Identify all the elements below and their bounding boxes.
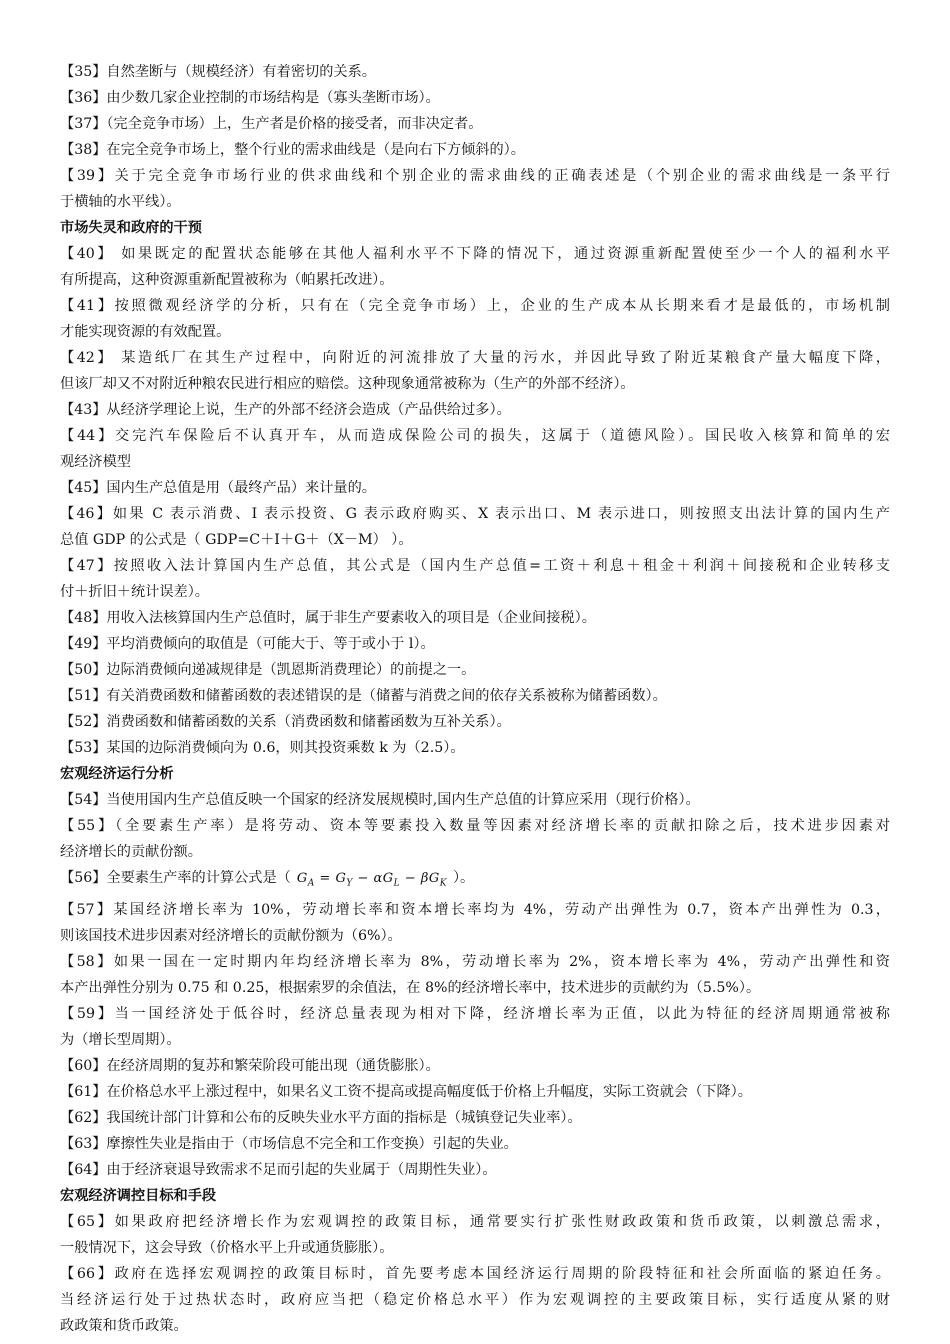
formula-symbol: α — [373, 871, 383, 886]
text-line: 本产出弹性分别为 0.75 和 0.25，根据索罗的余值法，在 8%的经济增长率中，技术进步的贡献约为（5.5%）。 — [60, 979, 761, 996]
formula-suffix: ）。 — [452, 870, 475, 886]
text-line: 【44】交完汽车保险后不认真开车，从而造成保险公司的损失，这属于（道德风险）。国民收入核算和简单的宏 — [60, 428, 890, 444]
text-line: 【60】在经济周期的复苏和繁荣阶段可能出现（通货膨胀）。 — [60, 1057, 440, 1074]
text-line: 【37】（完全竞争市场）上，生产者是价格的接受者，而非决定者。 — [60, 116, 483, 132]
text-line: 【50】边际消费倾向递减规律是（凯恩斯消费理论）的前提之一。 — [60, 662, 476, 678]
text-line: 【48】用收入法核算国内生产总值时，属于非生产要素收入的项目是（企业间接税）。 — [60, 610, 596, 626]
text-line: 【42】 某造纸厂在其生产过程中，向附近的河流排放了大量的污水，并因此导致了附近某粮食产量大幅度下降， — [60, 350, 890, 366]
text-line: 【61】在价格总水平上涨过程中，如果名义工资不提高或提高幅度低于价格上升幅度，实际工资就会（下降）。 — [60, 1083, 752, 1100]
formula-symbol: = — [319, 871, 331, 886]
text-line: 观经济模型 — [60, 454, 131, 470]
formula-symbol: Y — [346, 878, 353, 889]
text-line: 经济增长的贡献份额。 — [60, 844, 202, 860]
text-line: 但该厂却又不对附近种粮农民进行相应的赔偿。这种现象通常被称为（生产的外部不经济）。 — [60, 376, 635, 392]
text-line: 【64】由于经济衰退导致需求不足而引起的失业属于（周期性失业）。 — [60, 1161, 497, 1178]
formula-symbol: β — [420, 871, 429, 886]
formula-symbol: K — [439, 878, 447, 889]
text-line: 【49】平均消费倾向的取值是（可能大于、等于或小于 l）。 — [60, 636, 435, 652]
section-heading: 市场失灵和政府的干预 — [60, 220, 202, 236]
text-line: 于横轴的水平线）。 — [60, 194, 181, 210]
text-line: 【47】按照收入法计算国内生产总值，其公式是（国内生产总值=工资＋利息＋租金＋利润＋间接税和企业转移支 — [60, 558, 890, 574]
formula-symbol: G — [382, 871, 394, 886]
text-line: 【45】国内生产总值是用（最终产品）来计量的。 — [60, 480, 376, 496]
text-line: 【54】当使用国内生产总值反映一个国家的经济发展规模时,国内生产总值的计算应采用（现行价格）。 — [60, 792, 700, 808]
section-heading: 宏观经济运行分析 — [60, 766, 174, 782]
formula-symbol: G — [296, 871, 308, 886]
text-line: 【52】消费函数和储蓄函数的关系（消费函数和储蓄函数为互补关系）。 — [60, 714, 511, 730]
text-line: 【39】关于完全竞争市场行业的供求曲线和个别企业的需求曲线的正确表述是（个别企业的需求曲线是一条平行 — [60, 168, 890, 184]
text-line: 当经济运行处于过热状态时，政府应当把（稳定价格总水平）作为宏观调控的主要政策目标，实行适度从紧的财 — [60, 1291, 890, 1308]
text-line: 【51】有关消费函数和储蓄函数的表述错误的是（储蓄与消费之间的依存关系被称为储蓄函数）。 — [60, 688, 667, 704]
tfp-formula — [291, 866, 453, 897]
text-line: 【57】某国经济增长率为 10%，劳动增长率和资本增长率均为 4%，劳动产出弹性为 0.7，资本产出弹性为 0.3， — [60, 901, 890, 918]
text-line: 政政策和货币政策。 — [60, 1317, 188, 1334]
text-line: 【38】在完全竞争市场上，整个行业的需求曲线是（是向右下方倾斜的）。 — [60, 142, 525, 158]
text-line: 【63】摩擦性失业是指由于（市场信息不完全和工作变换）引起的失业。 — [60, 1135, 518, 1152]
formula-symbol: A — [307, 878, 315, 889]
section-heading: 宏观经济调控目标和手段 — [60, 1187, 217, 1204]
text-line: 付＋折旧＋统计误差）。 — [60, 584, 209, 600]
text-line: 【58】如果一国在一定时期内年均经济增长率为 8%，劳动增长率为 2%，资本增长率为 4%，劳动产出弹性和资 — [60, 953, 890, 970]
text-line: 有所提高，这种资源重新配置被称为（帕累托改进）。 — [60, 272, 394, 288]
text-line: 【41】按照微观经济学的分析，只有在（完全竞争市场）上，企业的生产成本从长期来看才是最低的，市场机制 — [60, 298, 890, 314]
text-line: 才能实现资源的有效配置。 — [60, 324, 231, 340]
text-line: 【46】如果 C 表示消费、I 表示投资、G 表示政府购买、X 表示出口、M 表示进口，则按照支出法计算的国内生产 — [60, 506, 890, 522]
text-line: 【59】当一国经济处于低谷时，经济总量表现为相对下降，经济增长率为正值，以此为特征的经济周期通常被称 — [60, 1005, 890, 1022]
formula-line — [60, 865, 890, 897]
text-line: 【35】自然垄断与（规模经济）有着密切的关系。 — [60, 64, 376, 80]
text-line: 【62】我国统计部门计算和公布的反映失业水平方面的指标是（城镇登记失业率）。 — [60, 1109, 582, 1126]
formula-symbol: − — [357, 871, 369, 886]
text-line: 则该国技术进步因素对经济增长的贡献份额为（6%）。 — [60, 927, 402, 944]
text-line: 【55】（全要素生产率）是将劳动、资本等要素投入数量等因素对经济增长率的贡献扣除之后，技术进步因素对 — [60, 818, 890, 834]
text-line: 【43】从经济学理论上说，生产的外部不经济会造成（产品供给过多）。 — [60, 402, 511, 418]
text-line: 总值 GDP 的公式是（ GDP=C＋I＋G＋（X－M） ）。 — [60, 532, 413, 548]
text-line: 【53】某国的边际消费倾向为 0.6，则其投资乘数 k 为（2.5）。 — [60, 740, 465, 756]
text-line: 【40】 如果既定的配置状态能够在其他人福利水平不下降的情况下，通过资源重新配置使至少一个人的福利水平 — [60, 246, 890, 262]
formula-prefix: 【56】全要素生产率的计算公式是（ — [60, 870, 291, 886]
formula-symbol: G — [428, 871, 440, 886]
text-line: 一般情况下，这会导致（价格水平上升或通货膨胀）。 — [60, 1239, 394, 1256]
text-line: 【66】政府在选择宏观调控的政策目标时，首先要考虑本国经济运行周期的阶段特征和社会所面临的紧迫任务。 — [60, 1265, 890, 1282]
text-line: 为（增长型周期）。 — [60, 1031, 181, 1048]
text-line: 【36】由少数几家企业控制的市场结构是（寡头垄断市场）。 — [60, 90, 440, 106]
formula-symbol: G — [335, 871, 347, 886]
formula-symbol: L — [393, 878, 401, 889]
text-line: 【65】如果政府把经济增长作为宏观调控的政策目标，通常要实行扩张性财政政策和货币政策，以刺激总需求， — [60, 1213, 890, 1230]
formula-symbol: − — [404, 871, 417, 886]
